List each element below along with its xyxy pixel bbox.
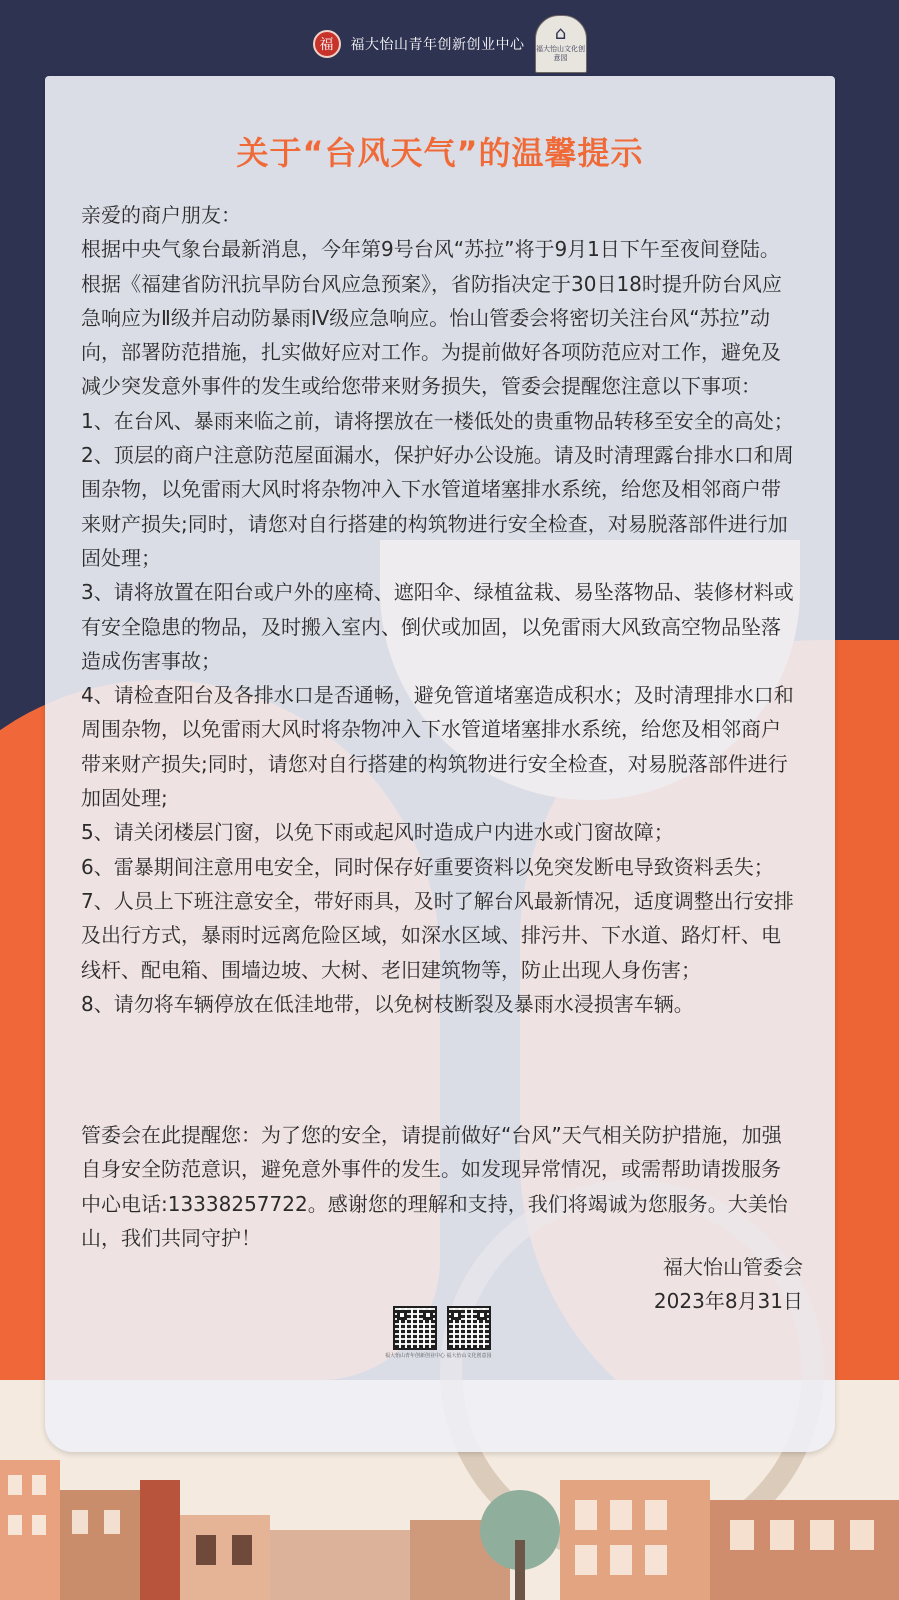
park-badge-logo xyxy=(535,15,587,73)
signature-block xyxy=(654,1250,803,1318)
qr-caption: 福大怡山青年创新创业中心 xyxy=(385,1353,446,1359)
qr-code-group xyxy=(385,1306,492,1359)
qr-code-icon xyxy=(447,1306,491,1350)
signature-date: 2023年8月31日 xyxy=(653,1289,803,1313)
intro-paragraph: 根据中央气象台最新消息，今年第9号台风“苏拉”将于9月1日下午至夜间登陆。根据《福建省防汛抗旱防台风应急预案》，省防指决定于30日18时提升防台风应急响应为Ⅱ级并启动防暴雨Ⅳ级应急响应。怡山管委会将密切关注台风“苏拉”动向，部署防范措施，扎实做好应对工作。为提前做好各项防范应对工作，避免及减少突发意外事件的发生或给您带来财务损失，管委会提醒您注意以下事项： xyxy=(81,237,782,399)
list-item: 2、顶层的商户注意防范屋面漏水，保护好办公设施。请及时清理露台排水口和周围杂物，以免雷雨大风时将杂物冲入下水管道堵塞排水系统，给您及相邻商户带来财产损失;同时，请您对自行搭建的构筑物进行安全检查，对易脱落部件进行加固处理； xyxy=(81,443,794,570)
qr-code-icon xyxy=(393,1306,437,1350)
list-item: 8、请勿将车辆停放在低洼地带，以免树枝断裂及暴雨水浸损害车辆。 xyxy=(81,991,694,1016)
park-badge-text: 福大怡山文化创意园 xyxy=(536,45,585,62)
closing-paragraph: 管委会在此提醒您：为了您的安全，请提前做好“台风”天气相关防护措施，加强自身安全防范意识，避免意外事件的发生。如发现异常情况，或需帮助请拨服务中心电话:13338257722。感谢您的理解和支持，我们将竭诚为您服务。大美怡山，我们共同守护！ xyxy=(81,1123,788,1250)
list-item: 6、雷暴期间注意用电安全，同时保存好重要资料以免突发断电导致资料丢失； xyxy=(81,854,774,879)
list-item: 1、在台风、暴雨来临之前，请将摆放在一楼低处的贵重物品转移至安全的高处； xyxy=(81,408,794,433)
notice-title: 关于“台风天气”的温馨提示 xyxy=(236,134,644,172)
notice-body xyxy=(81,198,799,1021)
greeting: 亲爱的商户朋友： xyxy=(81,203,241,227)
list-item: 7、人员上下班注意安全，带好雨具，及时了解台风最新情况，适度调整出行安排及出行方式，暴雨时远离危险区域，如深水区域、排污井、下水道、路灯杆、电线杆、配电箱、围墙边坡、大树、老旧建筑物等，防止出现人身伤害； xyxy=(81,888,794,982)
qr-code-2 xyxy=(447,1306,491,1359)
header xyxy=(0,14,899,74)
list-item: 5、请关闭楼层门窗，以免下雨或起风时造成户内进水或门窗故障； xyxy=(81,820,674,845)
qr-caption: 福大怡山文化创意园 xyxy=(446,1353,492,1359)
building-icon: ⌂ xyxy=(554,23,567,44)
list-item: 3、请将放置在阳台或户外的座椅、遮阳伞、绿植盆栽、易坠落物品、装修材料或有安全隐患的物品，及时搬入室内、倒伏或加固，以免雷雨大风致高空物品坠落造成伤害事故； xyxy=(81,580,794,673)
signature-org: 福大怡山管委会 xyxy=(663,1255,803,1279)
list-item: 4、请检查阳台及各排水口是否通畅，避免管道堵塞造成积水；及时清理排水口和周围杂物，以免雷雨大风时将杂物冲入下水管道堵塞排水系统，给您及相邻商户带来财产损失;同时，请您对自行搭建的构筑物进行安全检查，对易脱落部件进行加固处理; xyxy=(81,683,794,811)
qr-code-1 xyxy=(385,1306,446,1359)
org-logo-icon: 福 xyxy=(313,30,341,58)
buildings-illustration xyxy=(0,1420,899,1600)
org-name: 福大怡山青年创新创业中心 xyxy=(350,37,525,53)
notice-card xyxy=(45,76,835,1452)
